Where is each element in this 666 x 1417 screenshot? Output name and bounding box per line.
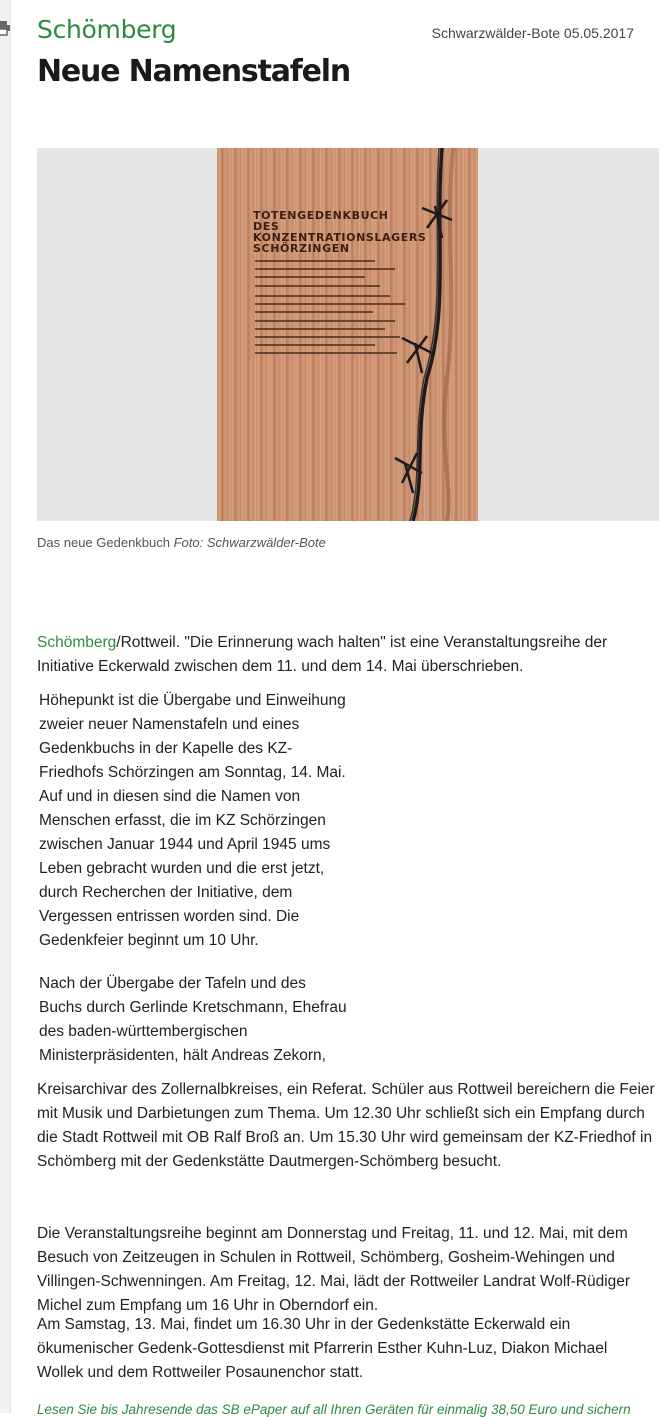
caption-credit: Foto: Schwarzwälder-Bote	[173, 535, 326, 550]
paragraph-4: Die Veranstaltungsreihe beginnt am Donnerstag und Freitag, 11. und 12. Mai, mit dem Besuch von Zeitzeugen in Schulen in Rottweil, Schömberg, Gosheim-Wehingen und Villingen-Schwenningen. Am Freitag, 12. Mai, lädt der Rottweiler Landrat Wolf-Rüdiger Michel zum Empfang um 16 Uhr in Oberndorf ein.	[37, 1225, 631, 1314]
book-cover	[217, 148, 478, 521]
epaper-promo-link[interactable]: Lesen Sie bis Jahresende das SB ePaper auf all Ihren Geräten für einmalig 38,50 Euro und sichern	[37, 1402, 631, 1417]
paragraph-1	[37, 631, 647, 679]
image-caption	[37, 535, 326, 550]
book-cover-title: TOTENGEDENKBUCH DES KONZENTRATIONSLAGERS SCHÖRZINGEN	[253, 209, 427, 255]
source-date: Schwarzwälder-Bote 05.05.2017	[431, 25, 634, 41]
paragraph-2: Höhepunkt ist die Übergabe und Einweihung zweier neuer Namenstafeln und eines Gedenkbuchs in der Kapelle des KZ-Friedhofs Schörzingen am Sonntag, 14. Mai. Auf und in diesen sind die Namen von Menschen erfasst, die im KZ Schörzingen zwischen Januar 1944 und April 1945 ums Leben gebracht wurden und die erst jetzt, durch Recherchen der Initiative, dem Vergessen entrissen worden sind. Die Gedenkfeier beginnt um 10 Uhr.	[39, 692, 346, 949]
left-rail	[0, 0, 11, 1413]
paragraph-3-part-a: Nach der Übergabe der Tafeln und des Buchs durch Gerlinde Kretschmann, Ehefrau des baden-württembergischen Ministerpräsidenten, hält Andreas Zekorn,	[39, 975, 347, 1064]
article-headline: Neue Namenstafeln	[37, 54, 350, 89]
place-link[interactable]: Schömberg	[37, 634, 117, 651]
caption-text: Das neue Gedenkbuch	[37, 535, 170, 550]
printer-icon[interactable]	[0, 20, 12, 36]
paragraph-3-part-b: Kreisarchivar des Zollernalbkreises, ein Referat. Schüler aus Rottweil bereichern die Feier mit Musik und Darbietungen zum Thema. Um 12.30 Uhr schließt sich ein Empfang durch die Stadt Rottweil mit OB Ralf Broß an. Um 15.30 Uhr wird gemeinsam der KZ-Friedhof in Schömberg mit der Gedenkstätte Dautmergen-Schömberg besucht.	[37, 1081, 655, 1170]
paragraph-1-text: /Rottweil. "Die Erinnerung wach halten" ist eine Veranstaltungsreihe der Initiative Eckerwald zwischen dem 11. und dem 14. Mai überschrieben.	[37, 634, 608, 675]
book-cover-art	[217, 148, 478, 521]
paragraph-5: Am Samstag, 13. Mai, findet um 16.30 Uhr in der Gedenkstätte Eckerwald ein ökumenischer Gedenk-Gottesdienst mit Pfarrerin Esther Kuhn-Luz, Diakon Michael Wollek und dem Rottweiler Posaunenchor statt.	[37, 1316, 608, 1381]
article-kicker[interactable]: Schömberg	[37, 15, 177, 44]
article-image[interactable]	[37, 148, 659, 521]
